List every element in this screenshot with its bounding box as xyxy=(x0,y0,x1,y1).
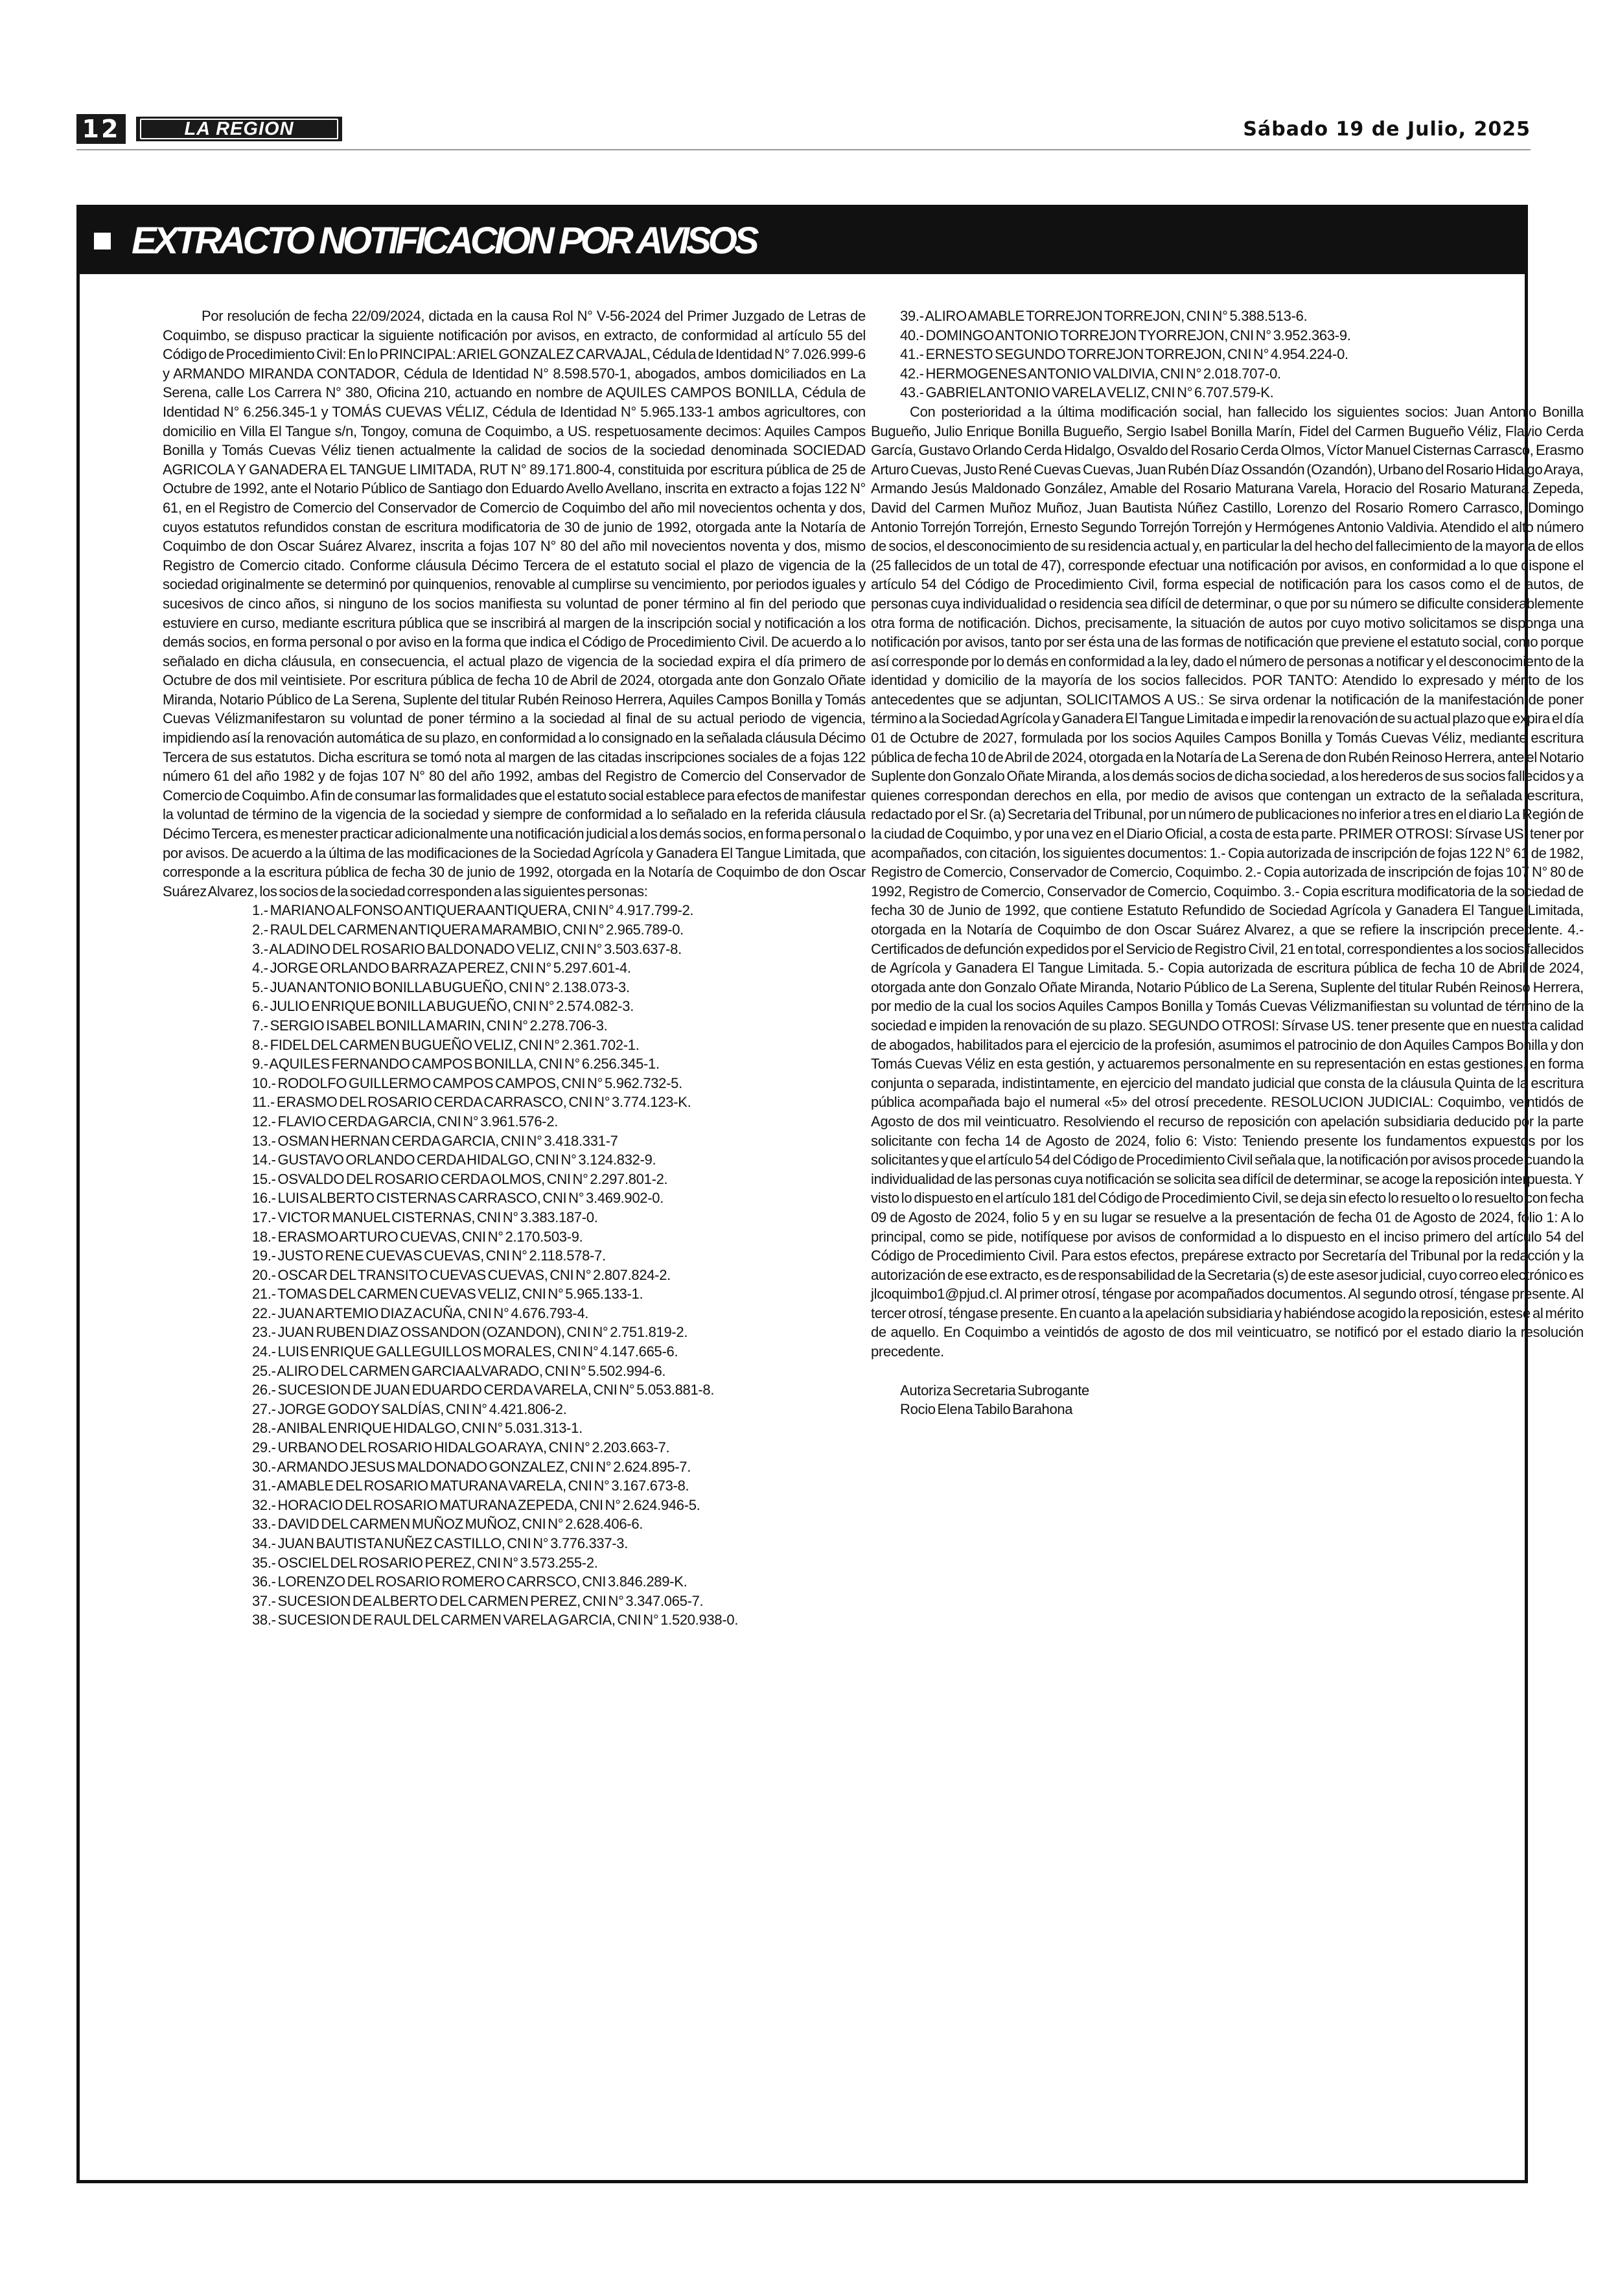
list-item: 15.- OSVALDO DEL ROSARIO CERDA OLMOS, CNI N° 2.297.801-2. xyxy=(252,1170,668,1187)
list-item: 33.- DAVID DEL CARMEN MUÑOZ MUÑOZ, CNI N° 2.628.406-6. xyxy=(252,1516,643,1533)
list-item: 26.- SUCESION DE JUAN EDUARDO CERDA VARELA, CNI N° 5.053.881-8. xyxy=(252,1382,715,1398)
list-item: 34.- JUAN BAUTISTA NUÑEZ CASTILLO, CNI N° 3.776.337-3. xyxy=(252,1535,629,1551)
signature-title: Autoriza Secretaria Subrogante xyxy=(900,1382,1089,1398)
notice-paragraph-intro: Por resolución de fecha 22/09/2024, dictada en la causa Rol N° V-56-2024 del Primer Juzgado de Letras de Coquimbo, se dispuso practicar la siguiente notificación por avisos, en extracto, de conformidad al artículo 55 del Código de Procedimiento Civil: En lo PRINCIPAL: ARIEL GONZALEZ CARVAJAL, Cédula de Identidad N° 7.026.999-6 y ARMANDO MIRANDA CONTADOR, Cédula de Identidad N° 8.598.570-1, abogados, ambos domiciliados en La Serena, calle Los Carrera N° 380, Oficina 210, actuando en nombre de AQUILES CAMPOS BONILLA, Cédula de Identidad N° 6.256.345-1 y TOMÁS CUEVAS VÉLIZ, Cédula de Identidad N° 5.965.133-1 ambos agricultores, con domicilio en Villa El Tangue s/n, Tongoy, comuna de Coquimbo, a US. respetuosamente decimos: Aquiles Campos Bonilla y Tomás Cuevas Véliz tienen actualmente la calidad de socios de la sociedad denominada SOCIEDAD AGRICOLA Y GANADERA EL TANGUE LIMITADA, RUT N° 89.171.800-4, constituida por escritura pública de 25 de Octubre de 1992, ante el Notario Público de Santiago don Eduardo Avello Avellano, inscrita en extracto a fojas 122 N° 61, en el Registro de Comercio del Conservador de Comercio de Coquimbo del año mil novecientos ochenta y dos, cuyos estatutos refundidos constan de escritura modificatoria de 30 de junio de 1992, otorgada ante la Notaría de Coquimbo de don Oscar Suárez Alvarez, inscrita a fojas 107 N° 80 del año mil novecientos noventa y dos, mismo Registro de Comercio citado. Conforme cláusula Décimo Tercera de el estatuto social el plazo de vigencia de la sociedad originalmente se determinó por quinquenios, renovable al cumplirse su vencimiento, por periodos iguales y sucesivos de cinco años, si ninguno de los socios manifiesta su voluntad de poner término al fin del periodo que estuviere en curso, mediante escritura pública que se inscribirá al margen de la inscripción social y notificación a los demás socios, en forma personal o por aviso en la forma que indica el Código de Procedimiento Civil. De acuerdo a lo señalado en dicha cláusula, en consecuencia, el actual plazo de vigencia de la sociedad expira el día primero de Octubre de dos mil veintisiete. Por escritura pública de fecha 10 de Abril de 2024, otorgada ante don Gonzalo Oñate Miranda, Notario Público de La Serena, Suplente del titular Rubén Reinoso Herrera, Aquiles Campos Bonilla y Tomás Cuevas Vélizmanifestaron su voluntad de poner término a la sociedad al final de su actual periodo de vigencia, impidiendo así la renovación automática de su plazo, en conformidad a lo consignado en la señalada cláusula Décimo Tercera de sus estatutos. Dicha escritura se tomó nota al margen de las citadas inscripciones sociales de a fojas 122 número 61 del año 1982 y de fojas 107 N° 80 del año 1992, ambas del Registro de Comercio del Conservador de Comercio de Coquimbo. A fin de consumar las formalidades que el estatuto social establece para efectos de manifestar la voluntad de término de la vigencia de la sociedad y siempre de conformidad a lo señalado en la referida cláusula Décimo Tercera, es menester practicar adicionalmente una notificación judicial a los demás socios, en forma personal o por avisos. De acuerdo a la última de las modificaciones de la Sociedad Agrícola y Ganadera El Tangue Limitada, que corresponde a la escritura pública de fecha 30 de junio de 1992, otorgada en la Notaría de Coquimbo de don Oscar Suárez Alvarez, los socios de la sociedad corresponden a las siguientes personas: xyxy=(163,308,866,899)
list-item: 35.- OSCIEL DEL ROSARIO PEREZ, CNI N° 3.573.255-2. xyxy=(252,1554,598,1571)
list-item: 41.- ERNESTO SEGUNDO TORREJON TORREJON, CNI N° 4.954.224-0. xyxy=(900,346,1348,363)
notice-right-column xyxy=(871,307,1584,1419)
list-item: 21.- TOMAS DEL CARMEN CUEVAS VELIZ, CNI N° 5.965.133-1. xyxy=(252,1286,643,1303)
list-item: 43.- GABRIEL ANTONIO VARELA VELIZ, CNI N° 6.707.579-K. xyxy=(900,384,1274,401)
partners-list xyxy=(163,901,866,1630)
partners-list-continued xyxy=(871,307,1584,402)
list-item: 12.- FLAVIO CERDA GARCIA, CNI N° 3.961.576-2. xyxy=(252,1113,559,1130)
list-item: 38.- SUCESION DE RAUL DEL CARMEN VARELA GARCIA, CNI N° 1.520.938-0. xyxy=(252,1612,739,1629)
list-item: 28.- ANIBAL ENRIQUE HIDALGO, CNI N° 5.031.313-1. xyxy=(252,1420,583,1437)
list-item: 42.- HERMOGENES ANTONIO VALDIVIA, CNI N° 2.018.707-0. xyxy=(900,365,1281,382)
list-item: 13.- OSMAN HERNAN CERDA GARCIA, CNI N° 3.418.331-7 xyxy=(252,1132,618,1149)
logo-text: LA REGION xyxy=(184,119,294,139)
list-item: 31.- AMABLE DEL ROSARIO MATURANA VARELA, CNI N° 3.167.673-8. xyxy=(252,1478,689,1494)
newspaper-logo xyxy=(136,117,342,141)
logo-frame xyxy=(140,119,338,139)
legal-notice-box xyxy=(76,205,1584,2183)
list-item: 30.- ARMANDO JESUS MALDONADO GONZALEZ, CNI N° 2.624.895-7. xyxy=(252,1458,691,1475)
page-header xyxy=(76,114,1531,144)
list-item: 37.- SUCESION DE ALBERTO DEL CARMEN PEREZ, CNI N° 3.347.065-7. xyxy=(252,1592,704,1609)
list-item: 6.- JULIO ENRIQUE BONILLA BUGUEÑO, CNI N° 2.574.082-3. xyxy=(252,998,634,1015)
list-item: 9.- AQUILES FERNANDO CAMPOS BONILLA, CNI N° 6.256.345-1. xyxy=(252,1056,660,1073)
list-item: 27.- JORGE GODOY SALDÍAS, CNI N° 4.421.806-2. xyxy=(252,1400,567,1417)
list-item: 4.- JORGE ORLANDO BARRAZA PEREZ, CNI N° 5.297.601-4. xyxy=(252,960,631,977)
list-item: 5.- JUAN ANTONIO BONILLA BUGUEÑO, CNI N° 2.138.073-3. xyxy=(252,979,630,995)
list-item: 36.- LORENZO DEL ROSARIO ROMERO CARRSCO, CNI 3.846.289-K. xyxy=(252,1573,688,1590)
list-item: 18.- ERASMO ARTURO CUEVAS, CNI N° 2.170.503-9. xyxy=(252,1228,583,1245)
list-item: 10.- RODOLFO GUILLERMO CAMPOS CAMPOS, CNI N° 5.962.732-5. xyxy=(252,1074,682,1091)
list-item: 39.- ALIRO AMABLE TORREJON TORREJON, CNI N° 5.388.513-6. xyxy=(900,308,1308,324)
list-item: 29.- URBANO DEL ROSARIO HIDALGO ARAYA, CNI N° 2.203.663-7. xyxy=(252,1439,670,1456)
notice-left-column xyxy=(163,307,866,1630)
list-item: 32.- HORACIO DEL ROSARIO MATURANA ZEPEDA, CNI N° 2.624.946-5. xyxy=(252,1496,700,1513)
notice-paragraph-body: Con posterioridad a la última modificación social, han fallecido los siguientes socios: Juan Antonio Bonilla Bugueño, Julio Enrique Bonilla Bugueño, Sergio Isabel Bonilla Marín, Fidel del Carmen Bugueño Véliz, Flavio Cerda García, Gustavo Orlando Cerda Hidalgo, Osvaldo del Rosario Cerda Olmos, Víctor Manuel Cisternas Carrasco, Erasmo Arturo Cuevas, Justo René Cuevas Cuevas, Juan Rubén Díaz Ossandón (Ozandón), Urbano del Rosario Hidalgo Araya, Armando Jesús Maldonado González, Amable del Rosario Maturana Varela, Horacio del Rosario Maturana Zepeda, David del Carmen Muñoz Muñoz, Juan Bautista Núñez Castillo, Lorenzo del Rosario Romero Carrasco, Domingo Antonio Torrejón Torrejón, Ernesto Segundo Torrejón Torrejón y Hermógenes Antonio Valdivia. Atendido el alto número de socios, el desconocimiento de su residencia actual y, en particular la del hecho del fallecimiento de la mayoría de ellos (25 fallecidos de un total de 47), corresponde efectuar una notificación por avisos, en conformidad a lo que dispone el artículo 54 del Código de Procedimiento Civil, forma especial de notificación para los casos como el de autos, de personas cuya individualidad o residencia sea difícil de determinar, o que por su número se dificulte considerablemente otra forma de notificación. Dichos, precisamente, la situación de autos por cuyo motivo solicitamos se disponga una notificación por avisos, tanto por ser ésta una de las formas de notificación que previene el estatuto social, como porque así corresponde por lo demás en conformidad a la ley, dado el número de personas a notificar y el desconocimiento de la identidad y domicilio de la mayoría de los socios fallecidos. POR TANTO: Atendido lo expresado y mérito de los antecedentes que se adjuntan, SOLICITAMOS A US.: Se sirva ordenar la notificación de la manifestación de poner término a la Sociedad Agrícola y Ganadera El Tangue Limitada e impedir la renovación de su actual plazo que expira el día 01 de Octubre de 2027, formulada por los socios Aquiles Campos Bonilla y Tomás Cuevas Véliz, mediante escritura pública de fecha 10 de Abril de 2024, otorgada en la Notaría de La Serena de don Rubén Reinoso Herrera, ante el Notario Suplente don Gonzalo Oñate Miranda, a los demás socios de dicha sociedad, a los herederos de sus socios fallecidos y a quienes correspondan derechos en ella, por medio de avisos que contengan un extracto de la señalada escritura, redactado por el Sr. (a) Secretaria del Tribunal, por un número de publicaciones no inferior a tres en el diario La Región de la ciudad de Coquimbo, y por una vez en el Diario Oficial, a costa de esta parte. PRIMER OTROSI: Sírvase US. tener por acompañados, con citación, los siguientes documentos: 1.- Copia autorizada de inscripción de fojas 122 N° 61 de 1982, Registro de Comercio, Conservador de Comercio, Coquimbo. 2.- Copia autorizada de inscripción de fojas 107 N° 80 de 1992, Registro de Comercio, Conservador de Comercio, Coquimbo. 3.- Copia escritura modificatoria de la sociedad de fecha 30 de Junio de 1992, que contiene Estatuto Refundido de Sociedad Agrícola y Ganadera El Tangue Limitada, otorgada en la Notaría de Coquimbo de don Oscar Suárez Alvarez, a que se refiere la inscripción precedente. 4.- Certificados de defunción expedidos por el Servicio de Registro Civil, 21 en total, correspondientes a los socios fallecidos de Agrícola y Ganadera El Tangue Limitada. 5.- Copia autorizada de escritura pública de fecha 10 de Abril de 2024, otorgada ante don Gonzalo Oñate Miranda, Notario Público de La Serena, Suplente del titular Rubén Reinoso Herrera, por medio de la cual los socios Aquiles Campos Bonilla y Tomás Cuevas Vélizmanifiestan su voluntad de término de la sociedad e impiden la renovación de su plazo. SEGUNDO OTROSI: Sírvase US. tener presente que en nuestra calidad de abogados, habilitados para el ejercicio de la profesión, asumimos el patrocinio de don Aquiles Campos Bonilla y don Tomás Cuevas Véliz en esta gestión, y actuaremos personalmente en su representación en estas gestiones, en forma conjunta o separada, indistintamente, en ejercicio del mandato judicial que consta de la cláusula Quinta de la escritura pública acompañada bajo el numeral «5» del otrosí precedente. RESOLUCION JUDICIAL: Coquimbo, veintidós de Agosto de dos mil veinticuatro. Resolviendo el recurso de reposición con apelación subsidiaria deducido por la parte solicitante con fecha 14 de Agosto de 2024, folio 6: Visto: Teniendo presente los fundamentos expuestos por los solicitantes y que el artículo 54 del Código de Procedimiento Civil señala que, la notificación por avisos procede cuando la individualidad de las personas cuya notificación se solicita sea difícil de determinar, se acoge la reposición interpuesta. Y visto lo dispuesto en el artículo 181 del Código de Procedimiento Civil, se deja sin efecto lo resuelto o lo resuelto con fecha 09 de Agosto de 2024, folio 5 y en su lugar se resuelve a la presentación de fecha 01 de Agosto de 2024, folio 1: A lo principal, como se pide, notifíquese por avisos de conformidad a lo dispuesto en el inciso primero del artículo 54 del Código de Procedimiento Civil. Para estos efectos, prepárese extracto por Secretaría del Tribunal por la redacción y la autorización de ese extracto, es de responsabilidad de la Secretaria (s) de este asesor judicial, cuyo correo electrónico es jlcoquimbo1@pjud.cl. Al primer otrosí, téngase por acompañados documentos. Al segundo otrosí, téngase presente. Al tercer otrosí, téngase presente. En cuanto a la apelación subsidiaria y habiéndose acogido la reposición, estese al mérito de aquello. En Coquimbo a veintidós de agosto de dos mil veinticuatro, se notificó por el estado diario la resolución precedente. xyxy=(871,403,1584,1360)
list-item: 8.- FIDEL DEL CARMEN BUGUEÑO VELIZ, CNI N° 2.361.702-1. xyxy=(252,1036,640,1053)
list-item: 16.- LUIS ALBERTO CISTERNAS CARRASCO, CNI N° 3.469.902-0. xyxy=(252,1190,664,1207)
list-item: 19.- JUSTO RENE CUEVAS CUEVAS, CNI N° 2.118.578-7. xyxy=(252,1247,606,1264)
signature-name: Rocio Elena Tabilo Barahona xyxy=(900,1401,1073,1418)
list-item: 20.- OSCAR DEL TRANSITO CUEVAS CUEVAS, CNI N° 2.807.824-2. xyxy=(252,1266,671,1283)
list-item: 11.- ERASMO DEL ROSARIO CERDA CARRASCO, CNI N° 3.774.123-K. xyxy=(252,1094,691,1111)
square-bullet-icon xyxy=(94,233,111,249)
publication-date: Sábado 19 de Julio, 2025 xyxy=(1243,118,1531,141)
list-item: 40.- DOMINGO ANTONIO TORREJON TYORREJON, CNI N° 3.952.363-9. xyxy=(900,327,1351,343)
list-item: 25.- ALIRO DEL CARMEN GARCIA ALVARADO, CNI N° 5.502.994-6. xyxy=(252,1362,666,1379)
list-item: 7.- SERGIO ISABEL BONILLA MARIN, CNI N° 2.278.706-3. xyxy=(252,1017,608,1034)
list-item: 1.- MARIANO ALFONSO ANTIQUERA ANTIQUERA, CNI N° 4.917.799-2. xyxy=(252,902,694,919)
signature-block xyxy=(871,1381,1584,1419)
list-item: 22.- JUAN ARTEMIO DIAZ ACUÑA, CNI N° 4.676.793-4. xyxy=(252,1305,589,1321)
list-item: 24.- LUIS ENRIQUE GALLEGUILLOS MORALES, CNI N° 4.147.665-6. xyxy=(252,1343,678,1360)
list-item: 2.- RAUL DEL CARMEN ANTIQUERA MARAMBIO, CNI N° 2.965.789-0. xyxy=(252,922,684,938)
list-item: 17.- VICTOR MANUEL CISTERNAS, CNI N° 3.383.187-0. xyxy=(252,1209,598,1225)
header-divider xyxy=(76,149,1531,150)
notice-title: EXTRACTO NOTIFICACION POR AVISOS xyxy=(132,220,756,262)
list-item: 23.- JUAN RUBEN DIAZ OSSANDON (OZANDON), CNI N° 2.751.819-2. xyxy=(252,1324,688,1341)
page-number: 12 xyxy=(76,114,126,144)
list-item: 3.- ALADINO DEL ROSARIO BALDONADO VELIZ, CNI N° 3.503.637-8. xyxy=(252,940,682,957)
list-item: 14.- GUSTAVO ORLANDO CERDA HIDALGO, CNI N° 3.124.832-9. xyxy=(252,1152,656,1168)
notice-title-bar xyxy=(80,208,1525,274)
